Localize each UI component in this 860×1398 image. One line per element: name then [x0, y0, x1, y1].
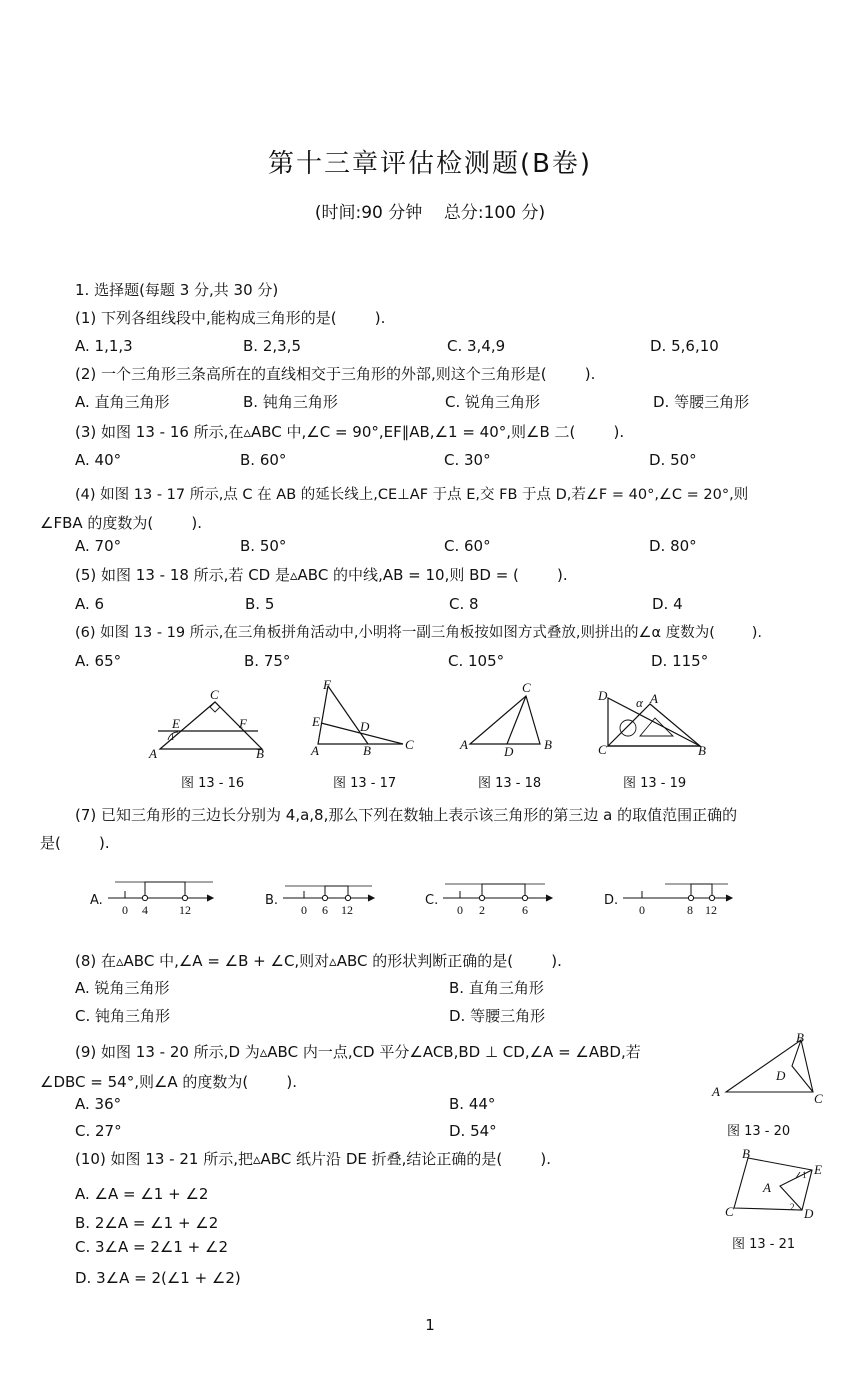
q6-option-c: C. 105° — [448, 652, 505, 670]
fig21-label-e: E — [814, 1162, 822, 1177]
q7-stem-line2: 是( ). — [40, 834, 110, 852]
q10-stem: (10) 如图 13 - 21 所示,把▵ABC 纸片沿 DE 折叠,结论正确的是( ). — [75, 1150, 551, 1168]
q7-option-a-label: A. — [90, 893, 103, 908]
fig17-label-b: B — [363, 743, 371, 758]
q7b-tick-0: 0 — [301, 903, 307, 917]
q2-option-c: C. 锐角三角形 — [445, 393, 541, 411]
q5-option-d: D. 4 — [652, 595, 683, 613]
fig21-label-c: C — [725, 1204, 734, 1219]
fig20-label-a: A — [712, 1084, 720, 1099]
fig19-label-alpha: α — [636, 695, 643, 710]
q7c-tick-2: 6 — [522, 903, 528, 917]
q4-option-b: B. 50° — [240, 537, 287, 555]
figure-13-17 — [310, 677, 414, 758]
q9-stem-line1: (9) 如图 13 - 20 所示,D 为▵ABC 内一点,CD 平分∠ACB,BD ⊥ CD,∠A = ∠ABD,若 — [75, 1043, 641, 1061]
q7-number-line-d — [620, 876, 740, 920]
figure-13-21 — [720, 1144, 830, 1226]
q9-option-a: A. 36° — [75, 1095, 122, 1113]
q7-number-line-a — [105, 876, 220, 920]
q6-option-b: B. 75° — [244, 652, 291, 670]
q7-option-d-label: D. — [604, 893, 619, 908]
fig16-label-b: B — [256, 746, 264, 761]
q5-option-b: B. 5 — [245, 595, 275, 613]
q4-stem-line1: (4) 如图 13 - 17 所示,点 C 在 AB 的延长线上,CE⊥AF 于点 E,交 FB 于点 D,若∠F = 40°,∠C = 20°,则 — [75, 487, 749, 503]
q1-option-d: D. 5,6,10 — [650, 337, 719, 355]
q5-stem: (5) 如图 13 - 18 所示,若 CD 是▵ABC 的中线,AB = 10,则 BD = ( ). — [75, 566, 568, 584]
q1-option-b: B. 2,3,5 — [243, 337, 301, 355]
fig19-label-c: C — [598, 742, 607, 757]
fig16-label-e: E — [172, 716, 180, 731]
q3-option-b: B. 60° — [240, 451, 287, 469]
q7c-tick-1: 2 — [479, 903, 485, 917]
caption-13-21: 图 13 - 21 — [732, 1237, 796, 1252]
q7d-tick-0: 0 — [639, 903, 645, 917]
q2-option-d: D. 等腰三角形 — [653, 393, 750, 411]
figure-13-16 — [148, 687, 264, 761]
figure-13-18 — [459, 680, 552, 759]
q4-stem-line2: ∠FBA 的度数为( ). — [40, 514, 203, 532]
fig21-label-d: D — [804, 1206, 814, 1221]
caption-13-19: 图 13 - 19 — [623, 776, 687, 791]
fig16-label-f: F — [239, 716, 247, 731]
q7b-tick-1: 6 — [322, 903, 328, 917]
q8-option-b: B. 直角三角形 — [449, 979, 544, 997]
q8-option-c: C. 钝角三角形 — [75, 1007, 171, 1025]
fig20-label-b: B — [796, 1030, 804, 1045]
q7d-tick-1: 8 — [687, 903, 693, 917]
q7-option-b-label: B. — [265, 893, 279, 908]
fig21-label-a: A — [763, 1180, 771, 1195]
figures-row-svg — [140, 676, 740, 771]
q2-stem: (2) 一个三角形三条高所在的直线相交于三角形的外部,则这个三角形是( ). — [75, 365, 596, 383]
q7c-tick-0: 0 — [457, 903, 463, 917]
fig19-label-d: D — [598, 688, 608, 703]
caption-13-16: 图 13 - 16 — [181, 776, 245, 791]
q6-option-d: D. 115° — [651, 652, 709, 670]
page-subtitle: (时间:90 分钟 总分:100 分) — [314, 203, 546, 223]
q3-option-d: D. 50° — [649, 451, 697, 469]
caption-13-18: 图 13 - 18 — [478, 776, 542, 791]
fig16-label-a: A — [149, 746, 157, 761]
fig19-label-b: B — [698, 743, 706, 758]
fig17-label-f: F — [323, 677, 331, 692]
q2-option-b: B. 钝角三角形 — [243, 393, 338, 411]
q9-stem-line2: ∠DBC = 54°,则∠A 的度数为( ). — [40, 1073, 298, 1091]
q4-option-a: A. 70° — [75, 537, 122, 555]
q9-option-d: D. 54° — [449, 1122, 497, 1140]
fig20-label-d: D — [776, 1068, 786, 1083]
q9-option-b: B. 44° — [449, 1095, 496, 1113]
q10-option-c: C. 3∠A = 2∠1 + ∠2 — [75, 1238, 228, 1256]
fig20-label-c: C — [814, 1091, 823, 1106]
fig18-label-b: B — [544, 737, 552, 752]
q7b-tick-2: 12 — [341, 903, 353, 917]
q8-option-d: D. 等腰三角形 — [449, 1007, 546, 1025]
q5-option-c: C. 8 — [449, 595, 479, 613]
fig21-label-1: 1 — [802, 1170, 807, 1180]
q10-option-a: A. ∠A = ∠1 + ∠2 — [75, 1185, 209, 1203]
q6-option-a: A. 65° — [75, 652, 122, 670]
caption-13-20: 图 13 - 20 — [727, 1124, 791, 1139]
page-title: 第十三章评估检测题(B卷) — [267, 149, 593, 179]
q1-option-c: C. 3,4,9 — [447, 337, 506, 355]
q7a-tick-0: 0 — [122, 903, 128, 917]
q8-option-a: A. 锐角三角形 — [75, 979, 170, 997]
fig21-label-2: 2 — [790, 1202, 795, 1212]
q7a-tick-2: 12 — [179, 903, 191, 917]
q5-option-a: A. 6 — [75, 595, 105, 613]
page-number: 1 — [425, 1316, 435, 1334]
q3-stem: (3) 如图 13 - 16 所示,在▵ABC 中,∠C = 90°,EF∥AB,∠1 = 40°,则∠B 二( ). — [75, 423, 625, 441]
q7-stem-line1: (7) 已知三角形的三边长分别为 4,a,8,那么下列在数轴上表示该三角形的第三边 a 的取值范围正确的 — [75, 806, 738, 824]
fig16-label-c: C — [210, 687, 219, 702]
fig16-label-1: 1 — [170, 732, 175, 742]
q7a-tick-1: 4 — [142, 903, 148, 917]
fig18-label-c: C — [522, 680, 531, 695]
q9-option-c: C. 27° — [75, 1122, 122, 1140]
fig18-label-d: D — [504, 744, 514, 759]
q4-option-c: C. 60° — [444, 537, 491, 555]
caption-13-17: 图 13 - 17 — [333, 776, 397, 791]
q3-option-a: A. 40° — [75, 451, 122, 469]
q1-stem: (1) 下列各组线段中,能构成三角形的是( ). — [75, 309, 386, 327]
fig19-label-a: A — [650, 691, 658, 706]
fig18-label-a: A — [460, 737, 468, 752]
q3-option-c: C. 30° — [444, 451, 491, 469]
q6-stem: (6) 如图 13 - 19 所示,在三角板拼角活动中,小明将一副三角板按如图方式叠放,则拼出的∠α 度数为( ). — [75, 625, 763, 641]
q4-option-d: D. 80° — [649, 537, 697, 555]
q2-option-a: A. 直角三角形 — [75, 393, 170, 411]
fig21-label-b: B — [742, 1146, 750, 1161]
q1-option-a: A. 1,1,3 — [75, 337, 133, 355]
q7-number-line-b — [280, 876, 380, 920]
figure-13-19 — [597, 688, 706, 758]
q7-number-line-c — [440, 876, 560, 920]
q8-stem: (8) 在▵ABC 中,∠A = ∠B + ∠C,则对▵ABC 的形状判断正确的是( ). — [75, 952, 562, 970]
figure-13-20 — [706, 1030, 826, 1110]
q7-option-c-label: C. — [425, 893, 439, 908]
q10-option-d: D. 3∠A = 2(∠1 + ∠2) — [75, 1269, 241, 1287]
fig17-label-c: C — [405, 737, 414, 752]
fig17-label-e: E — [312, 714, 320, 729]
q7d-tick-2: 12 — [705, 903, 717, 917]
section-heading: 1. 选择题(每题 3 分,共 30 分) — [75, 281, 279, 299]
q10-option-b: B. 2∠A = ∠1 + ∠2 — [75, 1214, 219, 1232]
fig17-label-d: D — [360, 719, 370, 734]
fig17-label-a: A — [311, 743, 319, 758]
